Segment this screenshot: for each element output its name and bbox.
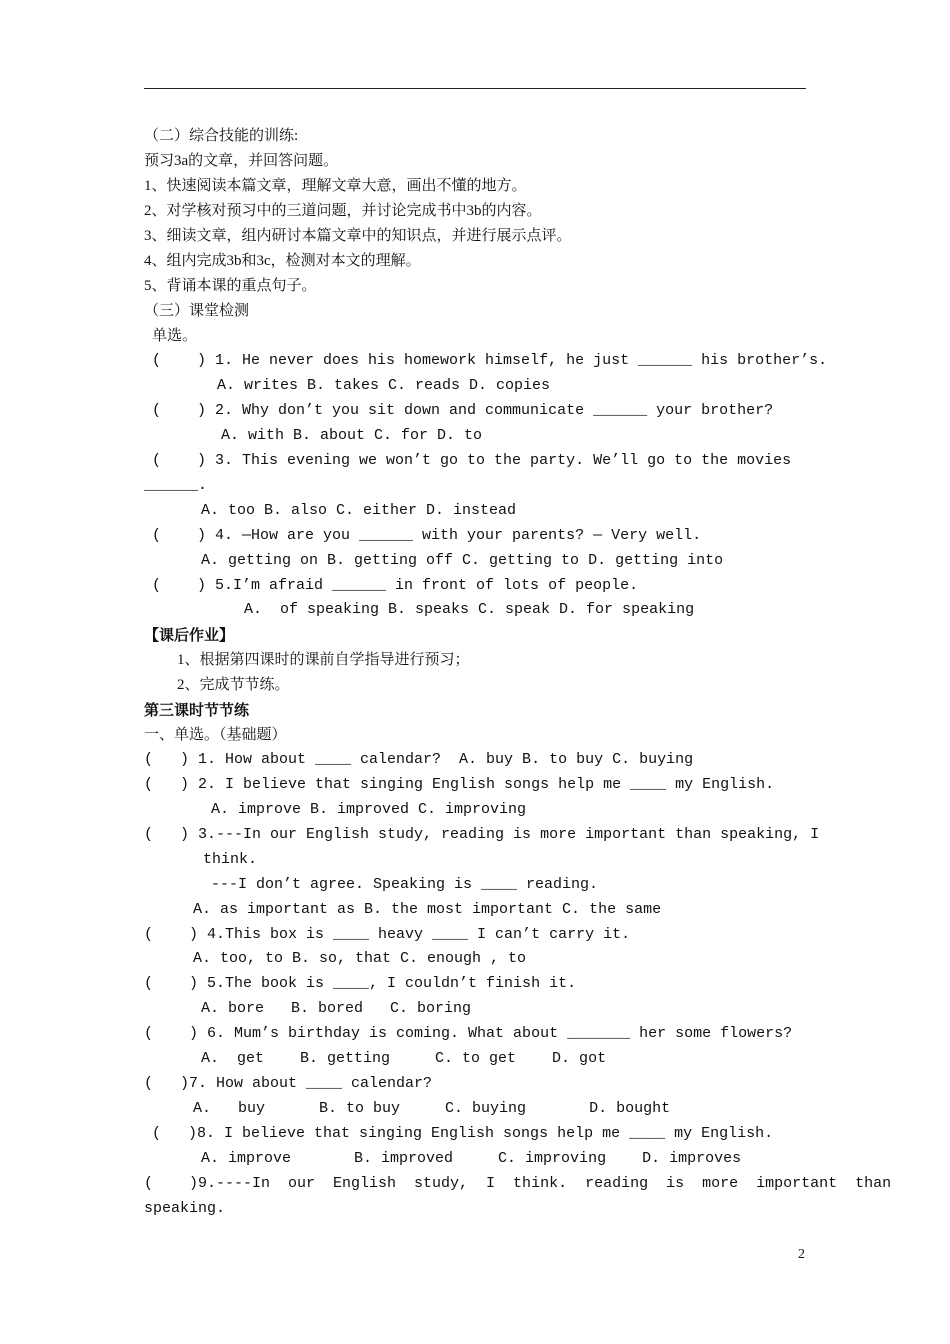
option-line: A. too, to B. so, that C. enough , to	[193, 950, 527, 967]
question-line: ( )8. I believe that singing English songs help me ____ my English.	[152, 1125, 774, 1142]
section-heading-skills: （二）综合技能的训练:	[144, 128, 299, 144]
option-line: A. getting on B. getting off C. getting to D. getting into	[201, 552, 724, 569]
question-line: ( ) 2. I believe that singing English songs help me ____ my English.	[144, 776, 775, 793]
text-line: 1、快速阅读本篇文章，理解文章大意，画出不懂的地方。	[144, 178, 527, 194]
question-line: speaking.	[144, 1200, 226, 1217]
question-line: ( ) 2. Why don’t you sit down and communicate ______ your brother?	[152, 402, 774, 419]
text-line: 5、背诵本课的重点句子。	[144, 278, 317, 294]
question-line: ( ) 4.This box is ____ heavy ____ I can’t carry it.	[144, 926, 631, 943]
text-line: 单选。	[152, 328, 198, 344]
question-line: ( ) 5.I’m afraid ______ in front of lots of people.	[152, 577, 639, 594]
text-line: 2、完成节节练。	[177, 677, 290, 693]
option-line: A. with B. about C. for D. to	[221, 427, 483, 444]
section-heading-check: （三）课堂检测	[144, 303, 250, 319]
option-line: A. as important as B. the most important C. the same	[193, 901, 662, 918]
option-line: A. writes B. takes C. reads D. copies	[217, 377, 551, 394]
question-line: ( ) 5.The book is ____, I couldn’t finish it.	[144, 975, 577, 992]
question-line: think.	[203, 851, 258, 868]
text-line: 4、组内完成3b和3c，检测对本文的理解。	[144, 253, 421, 269]
option-line: A. bore B. bored C. boring	[201, 1000, 472, 1017]
text-line: 2、对学核对预习中的三道问题，并讨论完成书中3b的内容。	[144, 203, 542, 219]
question-line: ( ) 4. —How are you ______ with your parents? — Very well.	[152, 527, 702, 544]
question-line: ( ) 3.---In our English study, reading is more important than speaking, I	[144, 826, 820, 843]
option-line: A. get B. getting C. to get D. got	[201, 1050, 607, 1067]
option-line: A. of speaking B. speaks C. speak D. for speaking	[244, 601, 695, 618]
header-rule	[144, 88, 806, 89]
question-line: ( ) 6. Mum’s birthday is coming. What about _______ her some flowers?	[144, 1025, 793, 1042]
option-line: A. too B. also C. either D. instead	[201, 502, 517, 519]
text-line: 一、单选。（基础题）	[144, 727, 287, 743]
option-line: A. improve B. improved C. improving	[211, 801, 527, 818]
question-line: ______.	[144, 477, 208, 494]
option-line: A. improve B. improved C. improving D. improves	[201, 1150, 742, 1167]
section-heading-lesson3: 第三课时节节练	[144, 701, 250, 719]
option-line: A. buy B. to buy C. buying D. bought	[193, 1100, 671, 1117]
question-line: ( ) 1. How about ____ calendar? A. buy B. to buy C. buying	[144, 751, 694, 768]
question-line: ( ) 1. He never does his homework himself, he just ______ his brother’s.	[152, 352, 828, 369]
section-heading-homework: 【课后作业】	[144, 626, 235, 644]
question-line: ( )7. How about ____ calendar?	[144, 1075, 433, 1092]
page-number: 2	[798, 1247, 805, 1262]
text-line: 3、细读文章，组内研讨本篇文章中的知识点，并进行展示点评。	[144, 228, 572, 244]
text-line: 预习3a的文章，并回答问题。	[144, 153, 339, 169]
question-line: ( )9.----In our English study, I think. reading is more important than	[144, 1175, 892, 1192]
text-line: 1、根据第四课时的课前自学指导进行预习；	[177, 652, 470, 668]
question-line: ( ) 3. This evening we won’t go to the party. We’ll go to the movies	[152, 452, 792, 469]
question-line: ---I don’t agree. Speaking is ____ reading.	[211, 876, 599, 893]
